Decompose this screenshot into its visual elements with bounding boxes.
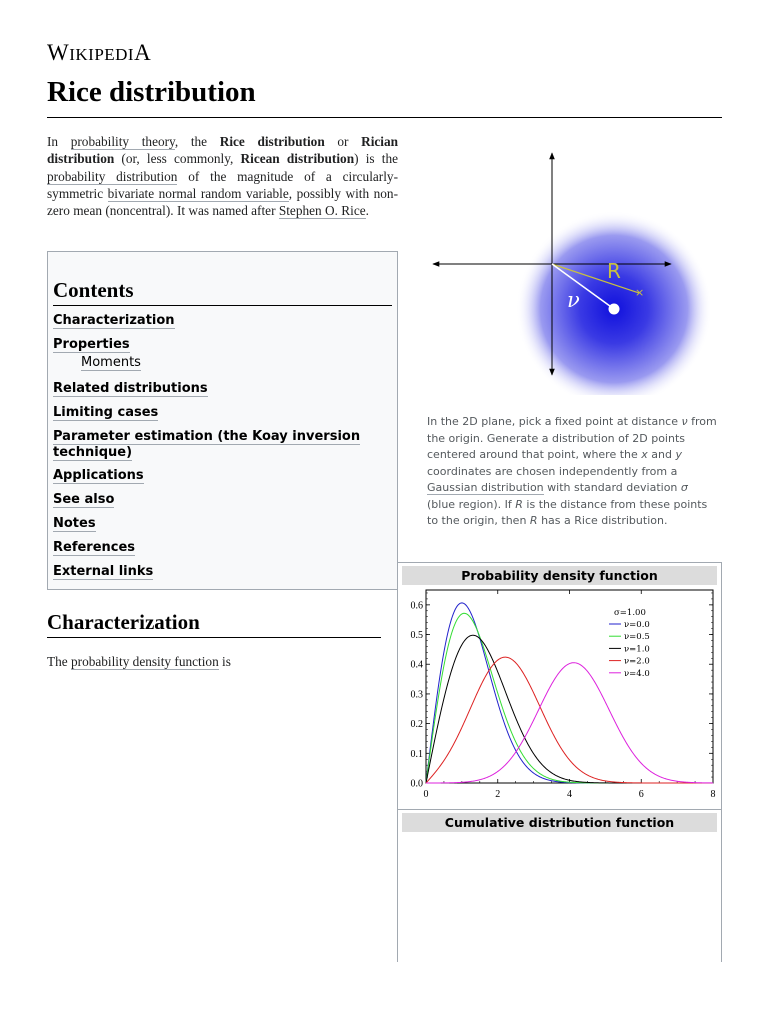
y-tick-label: 0.0 [410,778,423,790]
toc-item-moments[interactable]: Moments [81,355,141,370]
x-tick-label: 6 [638,789,644,800]
toc-item-related-distributions[interactable]: Related distributions [53,381,208,396]
link-gaussian-distribution[interactable]: Gaussian distribution [427,481,544,494]
infobox-divider [398,809,721,810]
legend-label: ν=0.0 [624,620,650,630]
toc-item-external-links[interactable]: External links [53,564,154,579]
legend-label: ν=4.0 [624,668,650,679]
toc-item-parameter-estimation[interactable]: Parameter estimation (the Koay inversion technique) [53,429,361,460]
infobox [397,562,722,962]
toc-title: Contents [53,278,134,302]
toc-item-properties[interactable]: Properties [53,337,130,352]
pdf-header: Probability density function [402,566,717,585]
link-stephen-rice[interactable]: Stephen O. Rice [278,203,366,219]
y-tick-label: 0.2 [410,719,423,731]
wikipedia-wordmark[interactable]: WIKIPEDIA [47,40,152,65]
link-pdf[interactable]: probability density function [71,654,219,669]
section-text: The probability density function is [47,654,231,669]
toc-item-limiting-cases[interactable]: Limiting cases [53,405,159,420]
gaussian-blob [516,211,712,395]
link-bivariate-normal[interactable]: bivariate normal random variable [107,185,289,201]
table-of-contents [47,251,398,590]
y-tick-label: 0.3 [410,689,423,701]
y-tick-label: 0.6 [410,600,423,612]
legend-title: σ=1.00 [614,608,646,618]
toc-item-references[interactable]: References [53,540,136,555]
toc-divider [53,305,392,306]
plot-frame [426,590,713,783]
x-tick-label: 0 [423,789,429,800]
x-tick-label: 4 [567,789,572,800]
center-point [609,304,620,315]
toc-item-applications[interactable]: Applications [53,468,144,483]
cdf-header: Cumulative distribution function [402,813,717,832]
legend-label: ν=1.0 [624,644,650,655]
pdf-chart [399,585,721,807]
y-tick-label: 0.4 [410,659,423,671]
page-title: Rice distribution [47,76,256,108]
toc-item-see-also[interactable]: See also [53,492,115,507]
legend-label: ν=2.0 [624,656,650,667]
legend-label: ν=0.5 [624,632,650,643]
y-tick-label: 0.1 [410,748,423,760]
r-end-mark: × [635,286,645,299]
toc-item-notes[interactable]: Notes [53,516,96,531]
y-tick-label: 0.5 [410,630,423,642]
title-divider [47,117,722,118]
rice-diagram [425,145,715,395]
x-tick-label: 8 [710,789,716,800]
section-divider [47,637,381,638]
link-probability-theory[interactable]: probability theory [70,134,175,149]
label-nu: ν [567,288,580,312]
toc-item-characterization[interactable]: Characterization [53,313,175,328]
label-r: R [607,259,621,283]
section-heading-characterization: Characterization [47,610,200,634]
link-probability-distribution[interactable]: probability distribution [47,168,178,184]
figure-caption: In the 2D plane, pick a fixed point at distance ν from the origin. Generate a distribution of 2D points centered around that point, where the x and y coordinates are chosen independently from a Gaussian distribution with standard deviation σ (blue region). If R is the distance from these points to the origin, then R has a Rice distribution. [427,415,717,527]
intro-paragraph: In probability theory, the Rice distribution or Rician distribution (or, less commonly, Ricean distribution) is the probability distribution of the magnitude of a circularly-symmetric bivariate normal random variable, possibly with non-zero mean (noncentral). It was named after Stephen O. Rice. [47,134,399,219]
x-tick-label: 2 [495,789,501,800]
